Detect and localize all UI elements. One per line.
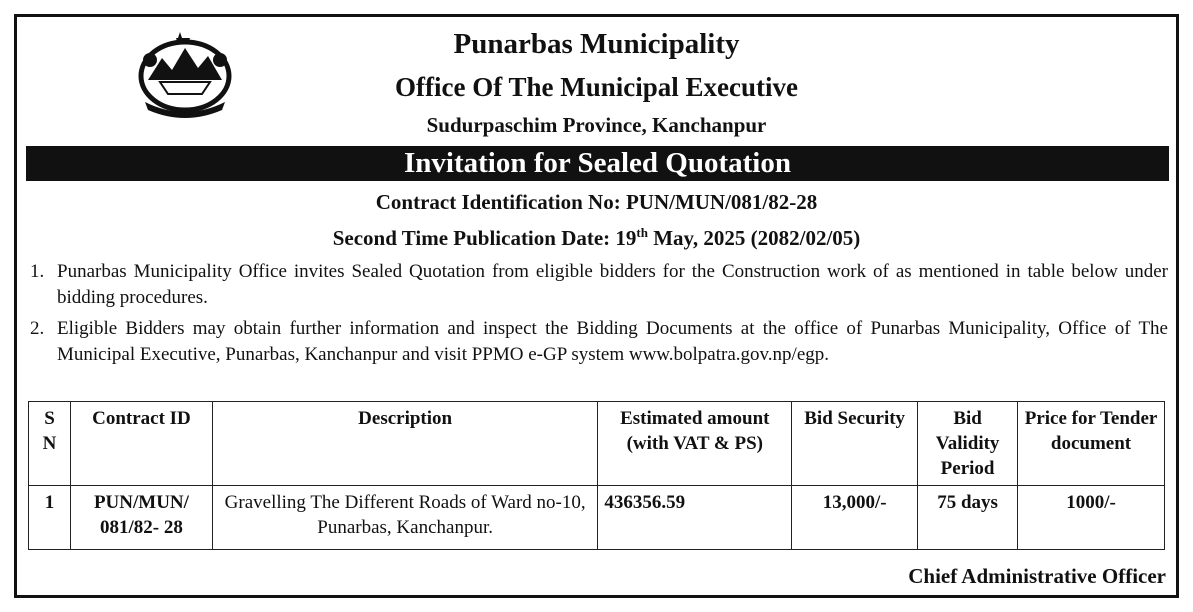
cell-contract-id: PUN/MUN/ 081/82- 28 (70, 486, 212, 550)
col-header-tender-price: Price for Tender document (1018, 402, 1165, 486)
paragraph-text: Punarbas Municipality Office invites Sealed Quotation from eligible bidders for the Construction work of as mentioned in table below under bidding procedures. (57, 261, 1168, 308)
table-header-row (29, 402, 1165, 486)
cell-tender-price: 1000/- (1018, 486, 1165, 550)
cell-estimated-amount: 436356.59 (598, 486, 792, 550)
publication-prefix: Second Time Publication Date: 19 (332, 226, 637, 250)
cell-description: Gravelling The Different Roads of Ward no-10, Punarbas, Kanchanpur. (212, 486, 597, 550)
signature-line: Chief Administrative Officer (908, 564, 1166, 588)
col-header-contract-id: Contract ID (70, 402, 212, 486)
organization-title: Punarbas Municipality (453, 28, 740, 60)
paragraph-number: 2. (30, 318, 45, 339)
contract-id-line: Contract Identification No: PUN/MUN/081/82-28 (375, 190, 818, 214)
notice-banner: Invitation for Sealed Quotation (26, 146, 1169, 181)
table-row (29, 486, 1165, 550)
location-line: Sudurpaschim Province, Kanchanpur (426, 113, 767, 137)
tender-table (28, 401, 1165, 550)
paragraph-text: Eligible Bidders may obtain further information and inspect the Bidding Documents at the office of Punarbas Municipality, Office of The Municipal Executive, Punarbas, Kanchanpur and visit PPMO e-GP system www.bolpatra.gov.np/egp. (57, 318, 1168, 365)
col-header-sn: S N (29, 402, 71, 486)
col-header-estimated-amount: Estimated amount (with VAT & PS) (598, 402, 792, 486)
col-header-bid-security: Bid Security (792, 402, 918, 486)
paragraph-1 (30, 259, 1168, 311)
cell-bid-security: 13,000/- (792, 486, 918, 550)
col-header-description: Description (212, 402, 597, 486)
cell-sn: 1 (29, 486, 71, 550)
office-title: Office Of The Municipal Executive (395, 72, 798, 102)
publication-superscript: th (636, 225, 648, 240)
publication-suffix: May, 2025 (2082/02/05) (647, 226, 861, 250)
publication-date-line (0, 225, 1193, 251)
paragraph-number: 1. (30, 261, 45, 282)
paragraph-2 (30, 316, 1168, 368)
cell-bid-validity: 75 days (918, 486, 1018, 550)
col-header-bid-validity: Bid Validity Period (918, 402, 1018, 486)
